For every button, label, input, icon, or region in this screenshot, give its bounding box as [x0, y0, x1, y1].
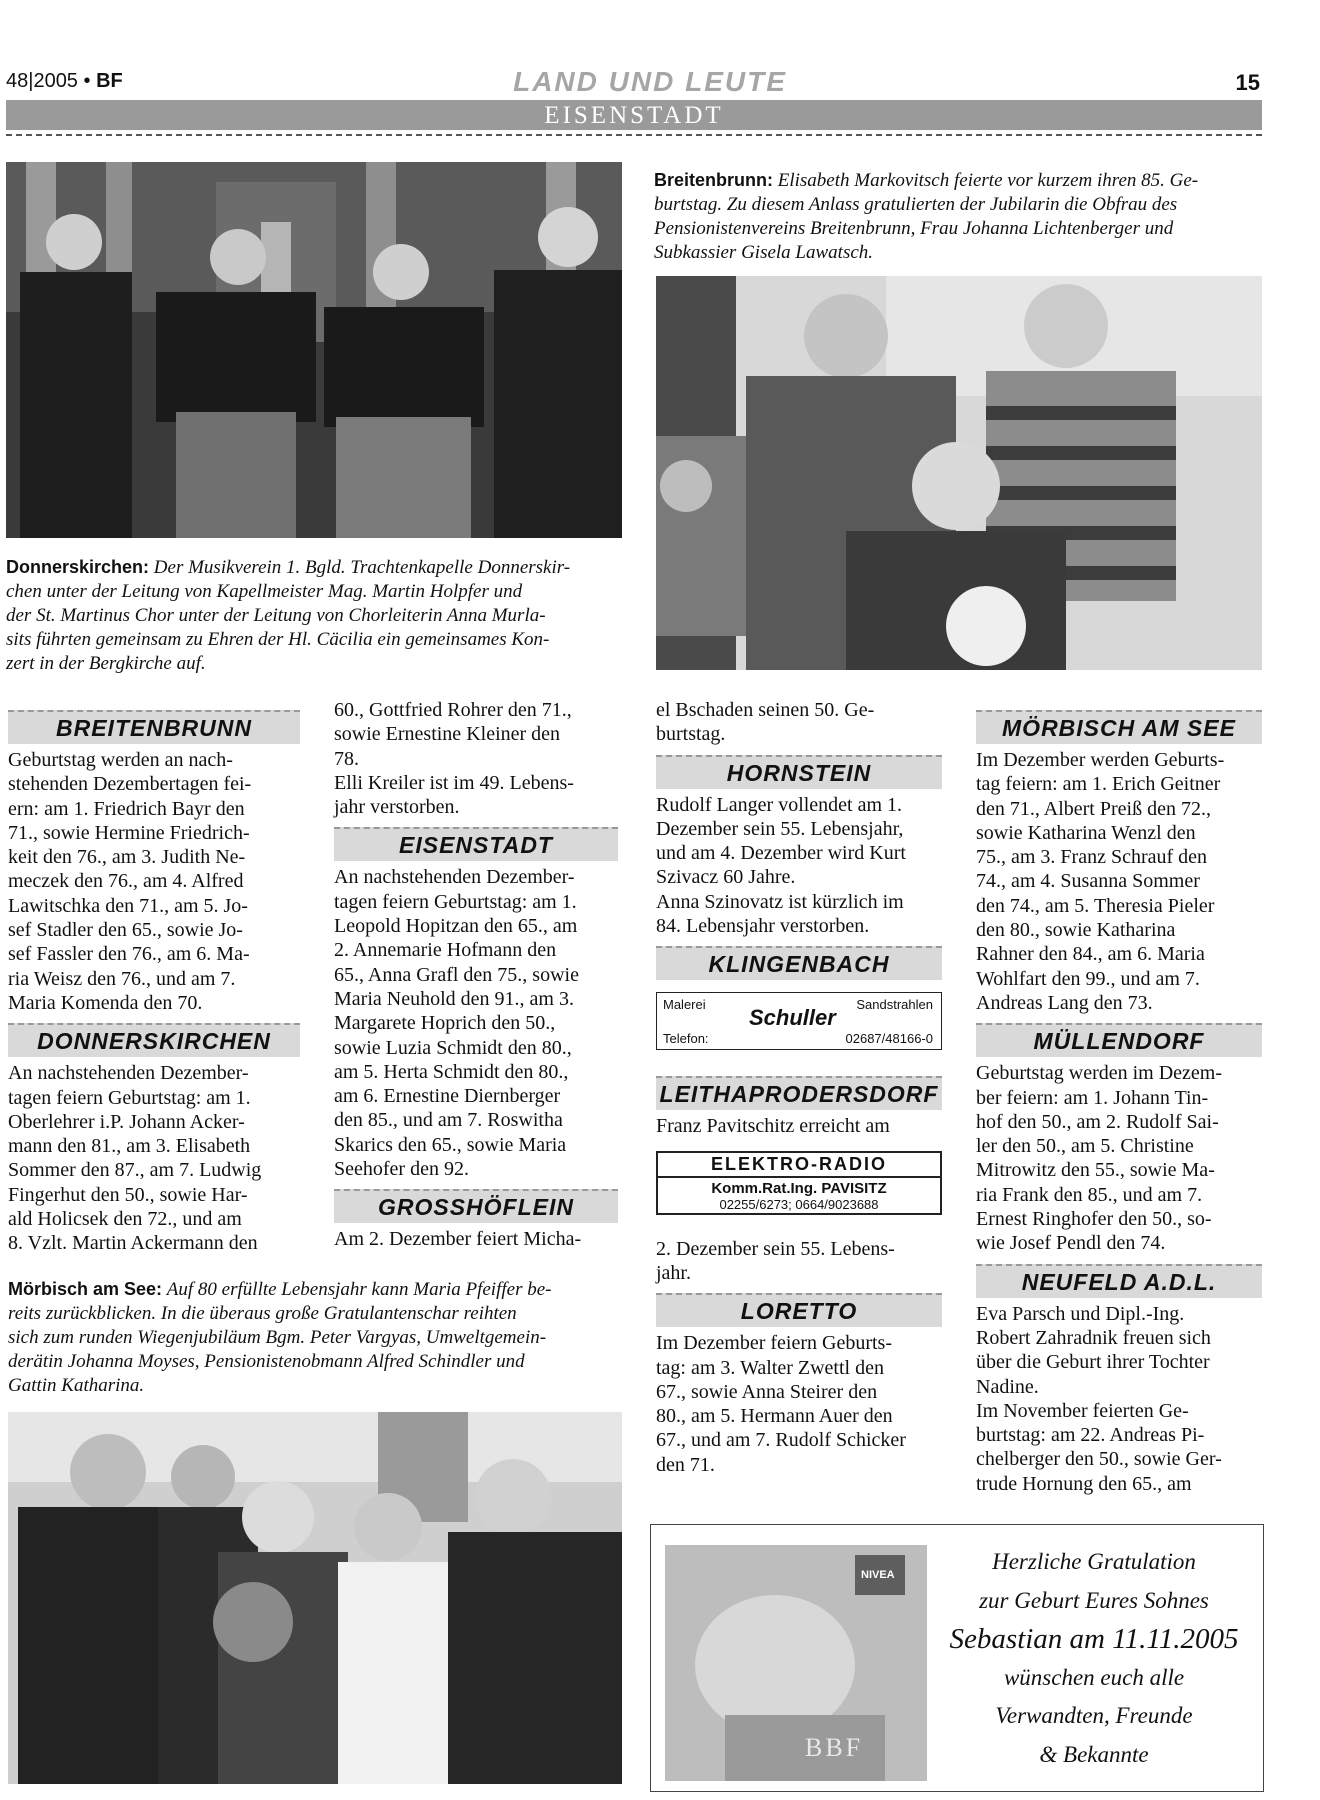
text-line: burtstag.: [656, 723, 726, 746]
caption-place: Donnerskirchen:: [6, 557, 150, 577]
text-line: ald Holicsek den 72., und am: [8, 1208, 242, 1231]
ad-elektro-phone: 02255/6273; 0664/9023688: [719, 1196, 879, 1212]
caption-line: burtstag. Zu diesem Anlass gratulierten der Jubilarin die Obfrau des: [654, 194, 1178, 215]
text-line: 67., sowie Anna Steirer den: [656, 1380, 878, 1403]
gratulation-line-name: Sebastian am 11.11.2005: [949, 1623, 1239, 1655]
caption-line: Elisabeth Markovitsch feierte vor kurzem ihren 85. Ge-: [777, 170, 1199, 191]
text-line: chelberger den 50., sowie Ger-: [976, 1448, 1222, 1471]
text-line: Leopold Hopitzan den 65., am: [334, 915, 578, 938]
gratulation-line: wünschen euch alle: [1003, 1664, 1185, 1690]
caption-line: derätin Johanna Moyses, Pensionistenobmann Alfred Schindler und: [8, 1351, 525, 1372]
text-line: meczek den 76., am 4. Alfred: [8, 870, 244, 893]
ad-elektro-owner: Komm.Rat.Ing. PAVISITZ: [711, 1179, 887, 1197]
caption-donnerskirchen: [6, 555, 622, 676]
section-heading-breitenbrunn: BREITENBRUNN: [8, 710, 300, 744]
baby-photo-print: BBF: [805, 1733, 864, 1762]
caption-place: Breitenbrunn:: [654, 170, 773, 190]
text-line: 74., am 4. Susanna Sommer: [976, 870, 1200, 893]
text-line: am 5. Herta Schmidt den 80.,: [334, 1060, 569, 1083]
section-heading-donnerskirchen: DONNERSKIRCHEN: [8, 1023, 300, 1057]
region-title: EISENSTADT: [544, 102, 724, 129]
text-line: tag feiern: am 1. Erich Geitner: [976, 773, 1221, 796]
text-line: Maria Komenda den 70.: [8, 991, 203, 1014]
caption-line: der St. Martinus Chor unter der Leitung von Chorleiterin Anna Murla-: [6, 605, 546, 626]
photo-breitenbrunn-image: [656, 276, 1262, 670]
text-line: burtstag: am 22. Andreas Pi-: [976, 1424, 1205, 1447]
text-line: den 85., und am 7. Roswitha: [334, 1109, 563, 1132]
column-4: [976, 710, 1262, 1496]
text-line: Elli Kreiler ist im 49. Lebens-: [334, 771, 574, 794]
text-line: tag: am 3. Walter Zwettl den: [656, 1356, 884, 1379]
text-line: 71., sowie Hermine Friedrich-: [8, 821, 250, 844]
page-number: 15: [1235, 70, 1260, 95]
gratulation-line: zur Geburt Eures Sohnes: [979, 1587, 1209, 1613]
photo-donnerskirchen-image: [6, 162, 622, 538]
photo-donnerskirchen: [6, 162, 622, 538]
text-line: 75., am 3. Franz Schrauf den: [976, 846, 1208, 869]
text-line: Am 2. Dezember feiert Micha-: [334, 1228, 582, 1251]
caption-line: Gattin Katharina.: [8, 1375, 145, 1396]
text-line: Im Dezember werden Geburts-: [976, 749, 1225, 771]
caption-line: sich zum runden Wiegenjubiläum Bgm. Peter Vargyas, Umweltgemein-: [8, 1327, 547, 1348]
text-line: Wohlfart den 99., und am 7.: [976, 967, 1200, 990]
text-line: ria Frank den 85., und am 7.: [976, 1183, 1203, 1206]
text-line: Geburtstag werden an nach-: [8, 749, 233, 771]
section-heading-klingenbach: KLINGENBACH: [656, 946, 942, 980]
section-heading-muellendorf: MÜLLENDORF: [976, 1023, 1262, 1057]
text-line: sef Stadler den 65., sowie Jo-: [8, 919, 243, 942]
photo-moerbisch: [8, 1412, 622, 1784]
section-title: LAND UND LEUTE: [513, 66, 787, 97]
text-line: Margarete Hoprich den 50.,: [334, 1012, 556, 1035]
text-line: Andreas Lang den 73.: [976, 991, 1153, 1014]
text-line: Seehofer den 92.: [334, 1158, 469, 1181]
text-line: Nadine.: [976, 1375, 1039, 1398]
text-line: sef Fassler den 76., am 6. Ma-: [8, 943, 250, 966]
text-line: jahr verstorben.: [334, 796, 460, 819]
gratulation-line: & Bekannte: [1039, 1741, 1149, 1767]
text-line: Rahner den 84., am 6. Maria: [976, 943, 1205, 966]
text-line: Im Dezember feiern Geburts-: [656, 1332, 892, 1355]
text-line: Robert Zahradnik freuen sich: [976, 1326, 1211, 1349]
text-line: ern: am 1. Friedrich Bayr den: [8, 797, 245, 820]
ad-malerei: [656, 992, 942, 1050]
text-line: Im November feierten Ge-: [976, 1399, 1189, 1422]
text-line: 80., am 5. Hermann Auer den: [656, 1405, 893, 1428]
caption-breitenbrunn: [654, 168, 1264, 265]
text-line: jahr.: [656, 1261, 691, 1284]
caption-line: reits zurückblicken. In die überaus große Gratulantenschar reihten: [8, 1303, 517, 1324]
text-line: Maria Neuhold den 91., am 3.: [334, 987, 574, 1010]
caption-place: Mörbisch am See:: [8, 1279, 163, 1299]
gratulation-text: [931, 1543, 1257, 1774]
gratulation-line: Herzliche Gratulation: [992, 1549, 1196, 1574]
section-heading-neufeld: NEUFELD A.D.L.: [976, 1264, 1262, 1298]
text-line: ber feiern: am 1. Johann Tin-: [976, 1086, 1209, 1109]
text-line: den 71., Albert Preiß den 72.,: [976, 797, 1211, 820]
caption-line: zert in der Bergkirche auf.: [6, 653, 206, 674]
text-line: Geburtstag werden im Dezem-: [976, 1062, 1223, 1085]
issue-label: [6, 70, 123, 93]
section-heading-leithaprodersdorf: LEITHAPRODERSDORF: [656, 1076, 942, 1110]
column-1: [8, 710, 300, 1256]
caption-line: chen unter der Leitung von Kapellmeister Mag. Martin Holpfer und: [6, 581, 523, 602]
text-line: An nachstehenden Dezember-: [8, 1062, 249, 1085]
text-line: Anna Szinovatz ist kürzlich im: [656, 890, 904, 913]
ad-malerei-right-top: Sandstrahlen: [856, 997, 933, 1013]
text-line: den 74., am 5. Theresia Pieler: [976, 894, 1215, 917]
ad-elektro-title: ELEKTRO-RADIO: [658, 1153, 940, 1178]
text-line: Dezember sein 55. Lebensjahr,: [656, 817, 904, 840]
text-line: An nachstehenden Dezember-: [334, 866, 575, 889]
text-line: sowie Ernestine Kleiner den: [334, 723, 561, 746]
text-line: el Bschaden seinen 50. Ge-: [656, 699, 875, 721]
text-line: keit den 76., am 3. Judith Ne-: [8, 846, 246, 869]
text-line: wie Josef Pendl den 74.: [976, 1232, 1166, 1255]
ad-malerei-phone: 02687/48166-0: [845, 1031, 933, 1047]
gratulation-line: Verwandten, Freunde: [995, 1703, 1193, 1728]
text-line: Skarics den 65., sowie Maria: [334, 1133, 567, 1156]
text-line: sowie Luzia Schmidt den 80.,: [334, 1036, 572, 1059]
paper-name: BF: [96, 70, 123, 92]
region-band: [6, 100, 1262, 130]
text-line: 84. Lebensjahr verstorben.: [656, 915, 870, 938]
text-line: Mitrowitz den 55., sowie Ma-: [976, 1159, 1215, 1182]
text-line: hof den 50., am 2. Rudolf Sai-: [976, 1110, 1219, 1133]
caption-line: sits führten gemeinsam zu Ehren der Hl. Cäcilia ein gemeinsames Kon-: [6, 629, 550, 650]
ad-malerei-left-bottom: Telefon:: [663, 1031, 709, 1047]
ad-malerei-left-top: Malerei: [663, 997, 706, 1013]
text-line: am 6. Ernestine Diernberger: [334, 1085, 561, 1108]
text-line: über die Geburt ihrer Tochter: [976, 1351, 1210, 1374]
text-line: trude Hornung den 65., am: [976, 1472, 1192, 1495]
section-heading-loretto: LORETTO: [656, 1293, 942, 1327]
text-line: tagen feiern Geburtstag: am 1.: [334, 890, 577, 913]
gratulation-box: [650, 1524, 1264, 1792]
section-heading-eisenstadt: EISENSTADT: [334, 827, 618, 861]
text-line: Oberlehrer i.P. Johann Acker-: [8, 1110, 245, 1133]
column-2: [334, 698, 618, 1252]
text-line: 60., Gottfried Rohrer den 71.,: [334, 699, 572, 721]
text-line: sowie Katharina Wenzl den: [976, 821, 1196, 844]
caption-line: Subkassier Gisela Lawatsch.: [654, 242, 874, 263]
text-line: ler den 50., am 5. Christine: [976, 1135, 1194, 1158]
header-divider: [6, 134, 1262, 136]
text-line: und am 4. Dezember wird Kurt: [656, 842, 906, 865]
text-line: Franz Pavitschitz erreicht am: [656, 1115, 890, 1138]
text-line: Szivacz 60 Jahre.: [656, 866, 796, 889]
text-line: 65., Anna Grafl den 75., sowie: [334, 963, 579, 986]
text-line: Eva Parsch und Dipl.-Ing.: [976, 1302, 1185, 1325]
text-line: Fingerhut den 50., sowie Har-: [8, 1183, 248, 1206]
text-line: den 80., sowie Katharina: [976, 919, 1176, 942]
column-3: [656, 698, 942, 1477]
photo-moerbisch-image: [8, 1412, 622, 1784]
caption-line: Der Musikverein 1. Bgld. Trachtenkapelle Donnerskir-: [153, 557, 571, 578]
text-line: den 71.: [656, 1453, 715, 1476]
text-line: 8. Vzlt. Martin Ackermann den: [8, 1232, 258, 1255]
issue-number: 48|2005: [6, 70, 78, 92]
section-heading-hornstein: HORNSTEIN: [656, 755, 942, 789]
section-heading-moerbisch: MÖRBISCH AM SEE: [976, 710, 1262, 744]
text-line: stehenden Dezembertagen fei-: [8, 773, 252, 796]
text-line: 67., und am 7. Rudolf Schicker: [656, 1429, 906, 1452]
text-line: tagen feiern Geburtstag: am 1.: [8, 1086, 251, 1109]
baby-photo: [665, 1545, 927, 1781]
section-heading-grosshoeflein: GROSSHÖFLEIN: [334, 1189, 618, 1223]
text-line: Sommer den 87., am 7. Ludwig: [8, 1159, 262, 1182]
text-line: Rudolf Langer vollendet am 1.: [656, 793, 903, 816]
ad-malerei-logo: Schuller: [749, 1005, 836, 1031]
text-line: 2. Dezember sein 55. Lebens-: [656, 1237, 895, 1260]
photo-breitenbrunn: [656, 276, 1262, 670]
text-line: mann den 81., am 3. Elisabeth: [8, 1135, 251, 1158]
text-line: Ernest Ringhofer den 50., so-: [976, 1208, 1212, 1231]
caption-line: Pensionistenvereins Breitenbrunn, Frau Johanna Lichtenberger und: [654, 218, 1174, 239]
text-line: ria Weisz den 76., und am 7.: [8, 967, 236, 990]
text-line: 78.: [334, 747, 359, 770]
text-line: Lawitschka den 71., am 5. Jo-: [8, 894, 248, 917]
text-line: 2. Annemarie Hofmann den: [334, 939, 557, 962]
baby-photo-tin-label: NIVEA: [861, 1569, 895, 1581]
issue-separator: •: [83, 70, 91, 92]
caption-moerbisch: [8, 1277, 618, 1398]
ad-elektro-radio: [656, 1151, 942, 1215]
caption-line: Auf 80 erfüllte Lebensjahr kann Maria Pfeiffer be-: [166, 1279, 552, 1300]
